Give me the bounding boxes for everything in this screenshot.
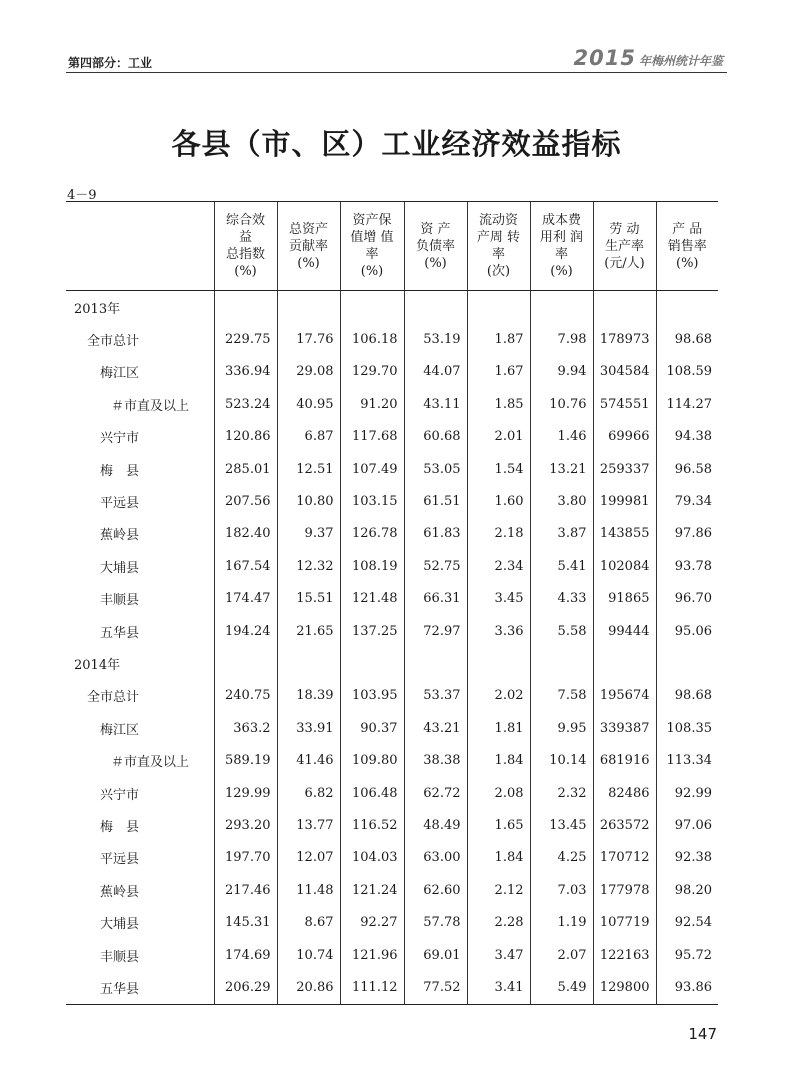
table-cell: 217.46	[214, 874, 277, 906]
table-cell	[277, 647, 340, 679]
table-cell: 12.07	[277, 842, 340, 874]
table-cell: 114.27	[656, 388, 718, 420]
table-cell: 90.37	[340, 712, 404, 744]
table-cell: 1.65	[467, 809, 530, 841]
table-cell: 99444	[593, 615, 656, 647]
year-group-row	[66, 647, 718, 679]
table-cell: 170712	[593, 842, 656, 874]
yearbook-year: 2015	[573, 46, 636, 70]
table-cell: 92.27	[340, 906, 404, 938]
table-cell: 111.12	[340, 971, 404, 1004]
table-row	[66, 939, 718, 971]
table-cell: 2.07	[530, 939, 593, 971]
column-header: 成本费 用利 润 率 (%)	[530, 202, 593, 291]
table-cell	[404, 291, 467, 324]
table-cell: 206.29	[214, 971, 277, 1004]
table-cell	[277, 291, 340, 324]
table-cell: 12.32	[277, 550, 340, 582]
table-cell: 1.84	[467, 744, 530, 776]
row-label: 蕉岭县	[100, 884, 140, 900]
table-cell: 9.37	[277, 518, 340, 550]
table-cell: 8.67	[277, 906, 340, 938]
table-cell: 2.18	[467, 518, 530, 550]
table-cell: 48.49	[404, 809, 467, 841]
table-cell: 129.70	[340, 356, 404, 388]
table-cell: 120.86	[214, 421, 277, 453]
table-cell: 5.41	[530, 550, 593, 582]
table-cell: 104.03	[340, 842, 404, 874]
row-label: ＃市直及以上	[111, 398, 190, 414]
table-cell: 7.58	[530, 680, 593, 712]
table-cell: 41.46	[277, 744, 340, 776]
table-row	[66, 323, 718, 355]
table-cell: 1.87	[467, 323, 530, 355]
table-row	[66, 615, 718, 647]
table-cell: 69.01	[404, 939, 467, 971]
table-cell: 102084	[593, 550, 656, 582]
table-cell: 9.95	[530, 712, 593, 744]
table-row	[66, 874, 718, 906]
table-cell	[467, 647, 530, 679]
table-row	[66, 453, 718, 485]
table-cell: 107.49	[340, 453, 404, 485]
table-row	[66, 485, 718, 517]
table-cell: 62.72	[404, 777, 467, 809]
table-cell: 91865	[593, 583, 656, 615]
table-cell: 589.19	[214, 744, 277, 776]
table-cell: 2.01	[467, 421, 530, 453]
table-cell: 1.85	[467, 388, 530, 420]
table-cell: 574551	[593, 388, 656, 420]
table-cell: 108.19	[340, 550, 404, 582]
table-cell: 240.75	[214, 680, 277, 712]
row-label: 梅 县	[100, 819, 140, 835]
table-cell: 10.80	[277, 485, 340, 517]
table-cell	[593, 647, 656, 679]
table-cell: 92.99	[656, 777, 718, 809]
table-cell: 95.06	[656, 615, 718, 647]
table-cell: 182.40	[214, 518, 277, 550]
table-row	[66, 518, 718, 550]
row-label: 平远县	[100, 496, 140, 512]
table-cell: 194.24	[214, 615, 277, 647]
table-cell: 2.08	[467, 777, 530, 809]
table-cell: 53.19	[404, 323, 467, 355]
column-header: 流动资 产周 转 率 (次)	[467, 202, 530, 291]
table-cell: 106.18	[340, 323, 404, 355]
table-cell: 12.51	[277, 453, 340, 485]
table-cell: 293.20	[214, 809, 277, 841]
column-header: 资 产 负债率 (%)	[404, 202, 467, 291]
table-cell: 145.31	[214, 906, 277, 938]
table-header-row	[66, 202, 718, 291]
table-cell: 17.76	[277, 323, 340, 355]
table-cell: 113.34	[656, 744, 718, 776]
table-row	[66, 842, 718, 874]
table-cell: 53.05	[404, 453, 467, 485]
table-cell: 129.99	[214, 777, 277, 809]
table-cell: 6.82	[277, 777, 340, 809]
table-cell: 98.68	[656, 680, 718, 712]
section-label: 第四部分：工业	[68, 56, 153, 70]
table-row	[66, 777, 718, 809]
page-title: 各县（市、区）工业经济效益指标	[171, 127, 622, 161]
table-cell: 103.95	[340, 680, 404, 712]
table-cell: 20.86	[277, 971, 340, 1004]
row-label: 梅江区	[100, 722, 140, 738]
table-row	[66, 680, 718, 712]
table-number: 4－9	[67, 188, 97, 203]
table-cell: 94.38	[656, 421, 718, 453]
table-cell: 40.95	[277, 388, 340, 420]
table-cell: 336.94	[214, 356, 277, 388]
table-cell: 82486	[593, 777, 656, 809]
table-cell: 174.69	[214, 939, 277, 971]
table-cell: 363.2	[214, 712, 277, 744]
table-cell: 13.77	[277, 809, 340, 841]
table-cell: 106.48	[340, 777, 404, 809]
table-cell: 107719	[593, 906, 656, 938]
table-cell: 92.54	[656, 906, 718, 938]
table-cell	[214, 647, 277, 679]
row-label: 丰顺县	[100, 593, 140, 609]
row-label: 全市总计	[87, 334, 140, 350]
table-cell: 3.45	[467, 583, 530, 615]
table-cell: 339387	[593, 712, 656, 744]
table-cell: 92.38	[656, 842, 718, 874]
row-label: 大埔县	[100, 917, 140, 933]
table-cell: 11.48	[277, 874, 340, 906]
table-cell: 1.81	[467, 712, 530, 744]
table-row	[66, 712, 718, 744]
table-cell: 126.78	[340, 518, 404, 550]
column-header: 劳 动 生产率 (元/人)	[593, 202, 656, 291]
table-cell: 21.65	[277, 615, 340, 647]
table-row	[66, 583, 718, 615]
column-header: 产 品 销售率 (%)	[656, 202, 718, 291]
table-cell	[656, 647, 718, 679]
header-divider	[66, 72, 727, 73]
table-cell	[467, 291, 530, 324]
table-cell: 143855	[593, 518, 656, 550]
table-cell: 108.35	[656, 712, 718, 744]
page-number: 147	[688, 1025, 717, 1043]
table-cell: 33.91	[277, 712, 340, 744]
table-cell: 681916	[593, 744, 656, 776]
table-cell: 69966	[593, 421, 656, 453]
table-row	[66, 906, 718, 938]
row-label: 全市总计	[87, 690, 140, 706]
row-label: 兴宁市	[100, 431, 140, 447]
table-cell: 5.58	[530, 615, 593, 647]
table-cell: 6.87	[277, 421, 340, 453]
row-label: 梅江区	[100, 366, 140, 382]
table-cell: 95.72	[656, 939, 718, 971]
table-cell: 96.58	[656, 453, 718, 485]
table-cell: 7.98	[530, 323, 593, 355]
table-cell	[530, 647, 593, 679]
table-cell: 1.84	[467, 842, 530, 874]
table-cell: 1.19	[530, 906, 593, 938]
indicator-table	[66, 201, 718, 1005]
table-cell: 53.37	[404, 680, 467, 712]
table-cell	[656, 291, 718, 324]
table-cell: 4.25	[530, 842, 593, 874]
table-cell: 116.52	[340, 809, 404, 841]
table-cell: 259337	[593, 453, 656, 485]
row-label: 兴宁市	[100, 787, 140, 803]
table-cell: 1.54	[467, 453, 530, 485]
table-cell: 79.34	[656, 485, 718, 517]
table-cell: 18.39	[277, 680, 340, 712]
table-cell: 3.41	[467, 971, 530, 1004]
table-cell: 66.31	[404, 583, 467, 615]
table-row	[66, 388, 718, 420]
table-row	[66, 550, 718, 582]
table-cell: 13.21	[530, 453, 593, 485]
table-cell: 108.59	[656, 356, 718, 388]
table-cell: 1.67	[467, 356, 530, 388]
table-cell: 3.47	[467, 939, 530, 971]
table-cell: 121.24	[340, 874, 404, 906]
table-cell: 57.78	[404, 906, 467, 938]
row-label: 大埔县	[100, 560, 140, 576]
table-cell: 197.70	[214, 842, 277, 874]
table-cell: 195674	[593, 680, 656, 712]
table-cell: 97.86	[656, 518, 718, 550]
table-cell: 167.54	[214, 550, 277, 582]
column-header: 总资产 贡献率 (%)	[277, 202, 340, 291]
table-cell: 199981	[593, 485, 656, 517]
table-row	[66, 971, 718, 1004]
table-cell: 77.52	[404, 971, 467, 1004]
row-label: ＃市直及以上	[111, 755, 190, 771]
table-cell: 129800	[593, 971, 656, 1004]
table-cell: 97.06	[656, 809, 718, 841]
row-label: 2013年	[74, 301, 121, 317]
table-cell: 3.36	[467, 615, 530, 647]
table-cell: 2.32	[530, 777, 593, 809]
table-cell: 29.08	[277, 356, 340, 388]
table-cell: 137.25	[340, 615, 404, 647]
table-cell: 103.15	[340, 485, 404, 517]
column-header: 资产保 值增 值 率 (%)	[340, 202, 404, 291]
table-cell: 121.48	[340, 583, 404, 615]
table-cell: 60.68	[404, 421, 467, 453]
yearbook-label	[574, 46, 723, 70]
row-label: 平远县	[100, 852, 140, 868]
row-label: 丰顺县	[100, 949, 140, 965]
table-cell: 93.86	[656, 971, 718, 1004]
table-cell: 7.03	[530, 874, 593, 906]
table-cell: 91.20	[340, 388, 404, 420]
table-cell: 61.83	[404, 518, 467, 550]
column-header-region	[66, 202, 214, 291]
table-cell: 72.97	[404, 615, 467, 647]
yearbook-name: 年梅州统计年鉴	[638, 54, 723, 68]
table-cell: 2.02	[467, 680, 530, 712]
table-cell: 43.21	[404, 712, 467, 744]
table-row	[66, 356, 718, 388]
table-cell: 263572	[593, 809, 656, 841]
table-cell: 117.68	[340, 421, 404, 453]
table-cell: 207.56	[214, 485, 277, 517]
table-cell: 10.74	[277, 939, 340, 971]
table-cell: 1.46	[530, 421, 593, 453]
table-cell: 174.47	[214, 583, 277, 615]
table-cell	[530, 291, 593, 324]
table-cell: 4.33	[530, 583, 593, 615]
table-cell	[593, 291, 656, 324]
table-cell: 10.14	[530, 744, 593, 776]
row-label: 五华县	[66, 971, 214, 1004]
row-label: 五华县	[100, 625, 140, 641]
table-cell: 523.24	[214, 388, 277, 420]
table-cell: 62.60	[404, 874, 467, 906]
table-row	[66, 421, 718, 453]
row-label: 梅 县	[100, 463, 140, 479]
table-cell: 63.00	[404, 842, 467, 874]
table-cell: 1.60	[467, 485, 530, 517]
table-cell: 10.76	[530, 388, 593, 420]
table-cell	[214, 291, 277, 324]
table-cell: 177978	[593, 874, 656, 906]
table-cell: 96.70	[656, 583, 718, 615]
table-cell: 3.80	[530, 485, 593, 517]
table-cell: 5.49	[530, 971, 593, 1004]
table-cell: 98.68	[656, 323, 718, 355]
table-cell: 15.51	[277, 583, 340, 615]
table-cell: 2.28	[467, 906, 530, 938]
table-cell	[340, 291, 404, 324]
table-cell: 304584	[593, 356, 656, 388]
table-row	[66, 744, 718, 776]
table-cell: 43.11	[404, 388, 467, 420]
table-cell: 13.45	[530, 809, 593, 841]
table-cell: 44.07	[404, 356, 467, 388]
row-label: 2014年	[74, 657, 121, 673]
table-cell: 121.96	[340, 939, 404, 971]
table-cell	[340, 647, 404, 679]
table-cell: 52.75	[404, 550, 467, 582]
row-label: 蕉岭县	[100, 528, 140, 544]
table-cell: 3.87	[530, 518, 593, 550]
table-cell: 178973	[593, 323, 656, 355]
table-cell: 2.12	[467, 874, 530, 906]
table-row	[66, 809, 718, 841]
year-group-row	[66, 291, 718, 324]
table-cell: 122163	[593, 939, 656, 971]
table-cell: 98.20	[656, 874, 718, 906]
table-cell: 285.01	[214, 453, 277, 485]
column-header: 综合效 益 总指数 (%)	[214, 202, 277, 291]
table-cell: 2.34	[467, 550, 530, 582]
table-cell: 109.80	[340, 744, 404, 776]
table-cell	[404, 647, 467, 679]
table-cell: 61.51	[404, 485, 467, 517]
table-cell: 229.75	[214, 323, 277, 355]
table-cell: 38.38	[404, 744, 467, 776]
table-cell: 9.94	[530, 356, 593, 388]
table-cell: 93.78	[656, 550, 718, 582]
